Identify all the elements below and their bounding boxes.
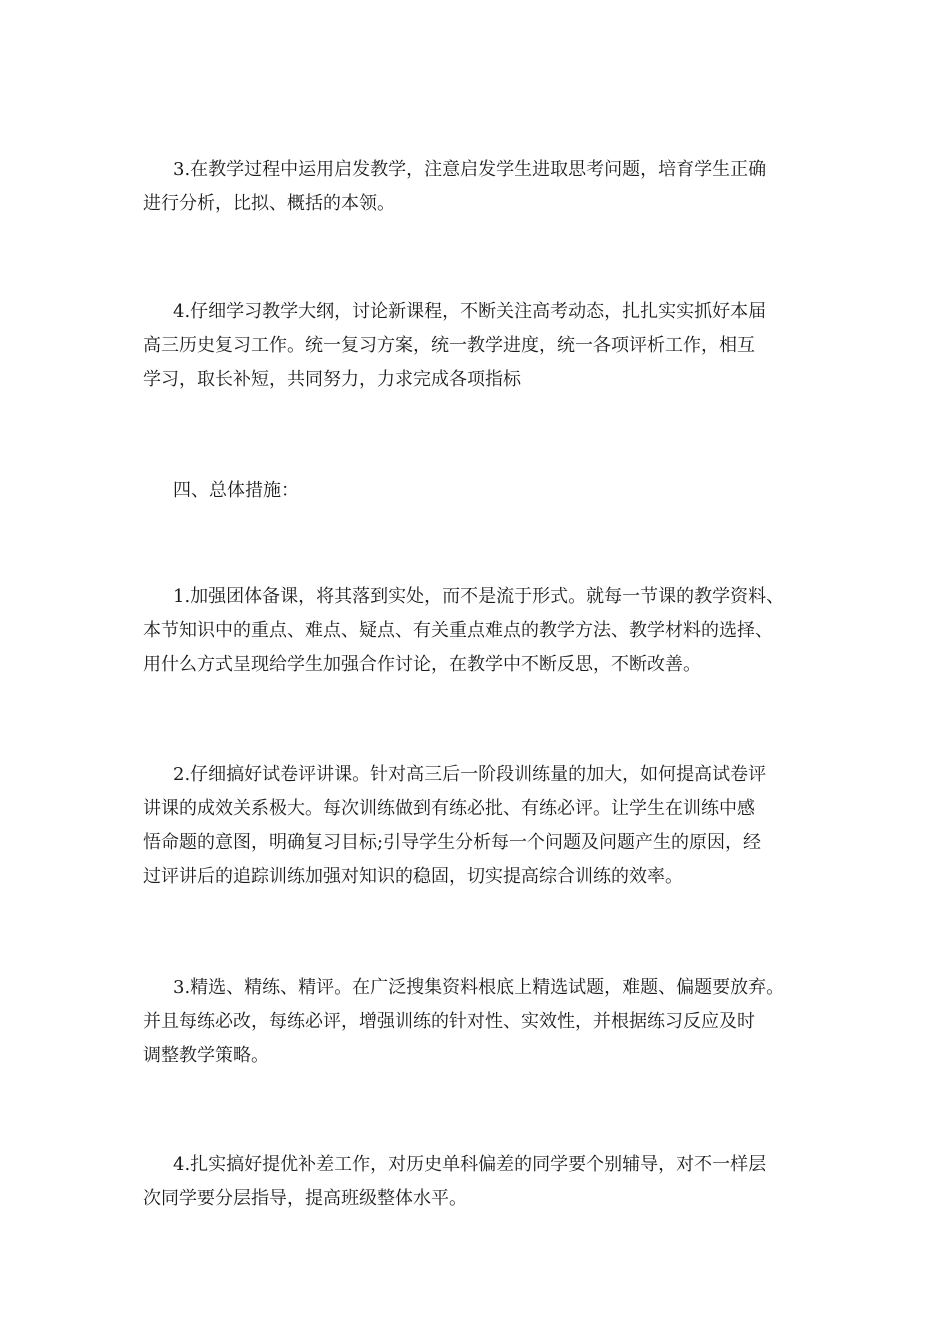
- paragraph-line: 2.仔细搞好试卷评讲课。针对高三后一阶段训练量的加大，如何提高试卷评: [173, 764, 767, 785]
- paragraph-line: 3.精选、精练、精评。在广泛搜集资料根底上精选试题，难题、偏题要放弃。: [173, 977, 785, 998]
- paragraph-line: 调整教学策略。: [143, 1045, 269, 1066]
- paragraph-line: 高三历史复习工作。统一复习方案，统一教学进度，统一各项评析工作，相互: [143, 335, 755, 356]
- paragraph-line: 4.仔细学习教学大纲，讨论新课程，不断关注高考动态，扎扎实实抓好本届: [173, 301, 767, 322]
- paragraph-teaching-method: [143, 153, 823, 221]
- paragraph-line: 4.扎实搞好提优补差工作，对历史单科偏差的同学要个别辅导，对不一样层: [173, 1154, 767, 1175]
- paragraph-line: 悟命题的意图，明确复习目标;引导学生分析每一个问题及问题产生的原因，经: [143, 832, 762, 853]
- section-heading: 四、总体措施：: [173, 480, 299, 501]
- paragraph-study-syllabus: [143, 295, 823, 397]
- section-heading-measures: [143, 474, 823, 508]
- paragraph-line: 本节知识中的重点、难点、疑点、有关重点难点的教学方法、教学材料的选择、: [143, 620, 773, 641]
- paragraph-line: 次同学要分层指导，提高班级整体水平。: [143, 1188, 467, 1209]
- paragraph-collective-lesson-prep: [143, 580, 823, 682]
- paragraph-line: 3.在教学过程中运用启发教学，注意启发学生进取思考问题，培育学生正确: [173, 159, 767, 180]
- paragraph-exam-review: [143, 758, 823, 894]
- paragraph-line: 进行分析，比拟、概括的本领。: [143, 193, 395, 214]
- paragraph-line: 并且每练必改，每练必评，增强训练的针对性、实效性，并根据练习反应及时: [143, 1011, 755, 1032]
- paragraph-line: 学习，取长补短，共同努力，力求完成各项指标: [143, 369, 521, 390]
- paragraph-line: 用什么方式呈现给学生加强合作讨论，在教学中不断反思，不断改善。: [143, 654, 701, 675]
- paragraph-select-practice: [143, 971, 823, 1073]
- paragraph-line: 1.加强团体备课，将其落到实处，而不是流于形式。就每一节课的教学资料、: [173, 586, 785, 607]
- paragraph-tutoring: [143, 1148, 823, 1216]
- paragraph-line: 过评讲后的追踪训练加强对知识的稳固，切实提高综合训练的效率。: [143, 866, 683, 887]
- paragraph-line: 讲课的成效关系极大。每次训练做到有练必批、有练必评。让学生在训练中感: [143, 798, 755, 819]
